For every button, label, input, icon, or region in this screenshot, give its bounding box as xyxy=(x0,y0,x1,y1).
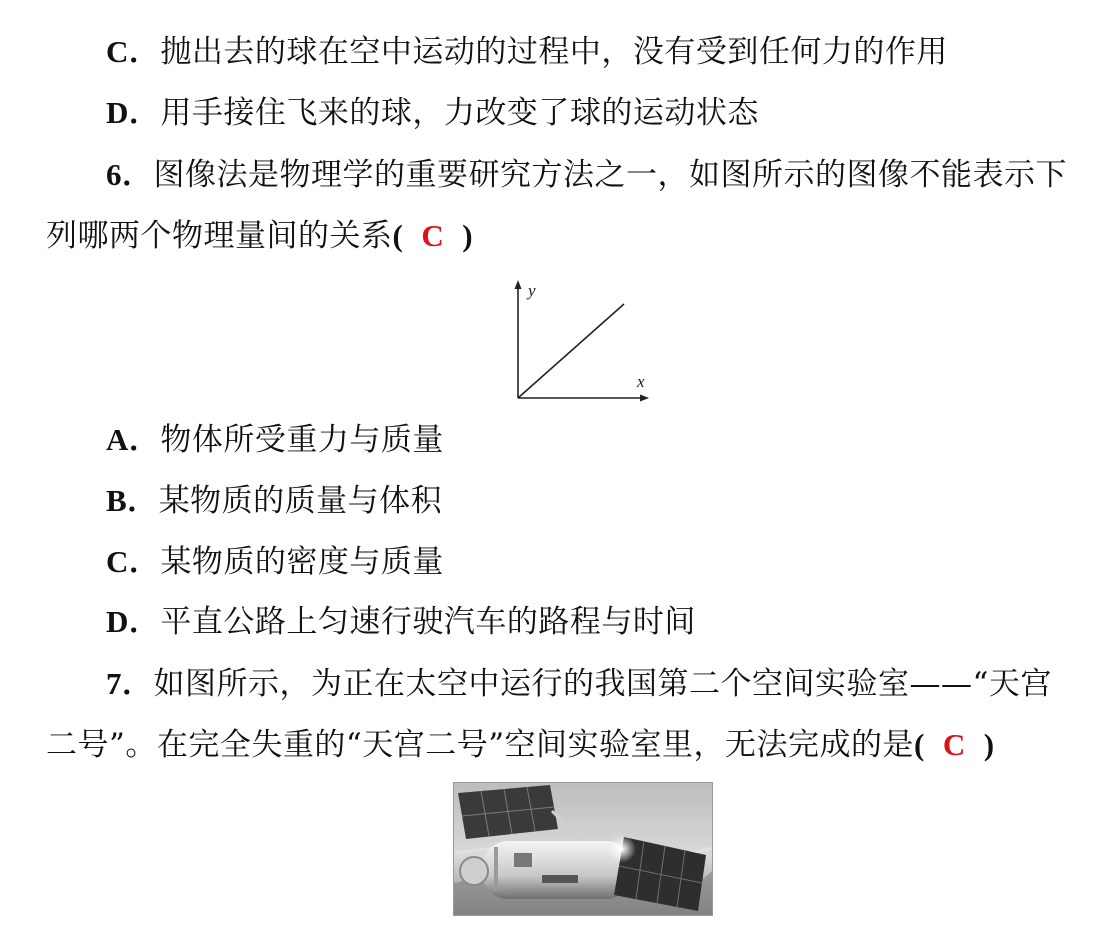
question-number: 6． xyxy=(106,157,154,192)
option-letter: C． xyxy=(106,544,161,579)
q6-stem-line2 xyxy=(46,216,473,256)
q6-stem-line1 xyxy=(106,155,1067,195)
question-stem: 列哪两个物理量间的关系 xyxy=(46,218,393,254)
question-stem: 图像法是物理学的重要研究方法之一，如图所示的图像不能表示下 xyxy=(153,157,1067,193)
question-number: 7． xyxy=(106,666,154,701)
question-stem: 二号”。在完全失重的“天宫二号”空间实验室里，无法完成的是 xyxy=(46,727,915,763)
q6-option-c xyxy=(106,542,444,582)
option-letter: C． xyxy=(106,34,161,69)
paren-close: ) xyxy=(462,218,474,253)
proportional-line xyxy=(518,304,624,398)
x-axis-label: x xyxy=(637,372,645,391)
y-axis-label: y xyxy=(528,281,536,300)
paren-open: ( xyxy=(392,218,404,253)
option-letter: D． xyxy=(106,604,161,639)
option-letter: B． xyxy=(106,483,159,518)
q6-option-a xyxy=(106,420,444,460)
option-text: 抛出去的球在空中运动的过程中，没有受到任何力的作用 xyxy=(160,34,948,70)
answer-mark: C xyxy=(421,218,445,253)
space-station-photo xyxy=(453,782,713,916)
option-text: 某物质的质量与体积 xyxy=(158,483,443,519)
q6-option-b xyxy=(106,481,442,521)
option-text: 某物质的密度与质量 xyxy=(160,544,444,580)
option-text: 物体所受重力与质量 xyxy=(160,422,444,458)
q7-stem-line2 xyxy=(46,725,995,765)
paren-close: ) xyxy=(983,727,995,762)
option-letter: D． xyxy=(106,95,161,130)
q5-option-c xyxy=(106,32,948,72)
q7-stem-line1 xyxy=(106,664,1052,704)
y-axis xyxy=(515,280,522,398)
question-stem: 如图所示，为正在太空中运行的我国第二个空间实验室——“天宫 xyxy=(153,666,1052,702)
option-letter: A． xyxy=(106,422,161,457)
q6-option-d xyxy=(106,602,696,642)
option-text: 平直公路上匀速行驶汽车的路程与时间 xyxy=(160,604,696,640)
x-axis xyxy=(518,395,649,402)
answer-mark: C xyxy=(942,727,966,762)
option-text: 用手接住飞来的球，力改变了球的运动状态 xyxy=(160,95,759,131)
paren-open: ( xyxy=(914,727,925,762)
q5-option-d xyxy=(106,93,759,133)
proportional-graph xyxy=(500,272,660,406)
space-station-icon xyxy=(454,783,712,915)
